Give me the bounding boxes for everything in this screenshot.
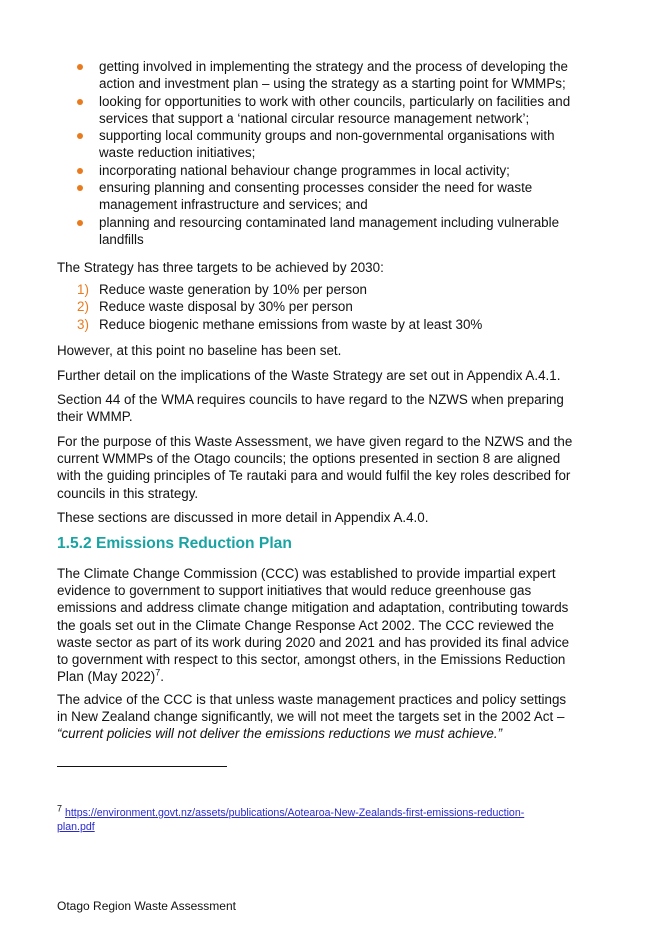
list-item: 1) Reduce waste generation by 10% per person (77, 282, 367, 297)
list-item: 3) Reduce biogenic methane emissions from waste by at least 30% (77, 316, 483, 332)
bullet-dot-icon (77, 64, 83, 70)
advice-paragraph: The advice of the CCC is that unless waste management practices and policy settings in New Zealand change significantly, we will not meet the targets set in the 2002 Act – “current policies will not deliver the emissions reductions we must achieve.” (57, 692, 567, 742)
list-item: incorporating national behaviour change programmes in local activity; (75, 162, 585, 179)
bullet-dot-icon (77, 185, 83, 191)
further-detail-paragraph: Further detail on the implications of the Waste Strategy are set out in Appendix A.4.1. (57, 368, 561, 383)
section44-paragraph: Section 44 of the WMA requires councils to have regard to the NZWS when preparing their WMMP. (57, 392, 564, 425)
bullet-dot-icon (77, 133, 83, 139)
bullet-dot-icon (77, 168, 83, 174)
ccc-paragraph: The Climate Change Commission (CCC) was established to provide impartial expert evidence to government to support initiatives that would reduce greenhouse gas emissions and address climate change mitigation and adaptation, contributing towards the goals set out in the Climate Change Response Act 2002. The CCC reviewed the waste sector as part of its work during 2020 and 2021 and has provided its final advice to government with respect to this sector, amongst others, in the Emissions Reduction Plan (May 2022)$^7$. (57, 566, 570, 685)
footnote-reference[interactable]: 7 (155, 667, 161, 678)
bullet-dot-icon (77, 220, 83, 226)
footnote-link[interactable]: https://environment.govt.nz/assets/publications/Aotearoa-New-Zealands-first-emissions-reduction-plan.pdf (57, 807, 525, 833)
baseline-paragraph: However, at this point no baseline has been set. (57, 343, 342, 358)
page-footer: Otago Region Waste Assessment (57, 899, 236, 913)
footnote-divider (57, 766, 227, 767)
targets-list (75, 281, 575, 333)
sections-paragraph: These sections are discussed in more detail in Appendix A.4.0. (57, 510, 429, 525)
list-item: looking for opportunities to work with other councils, particularly on facilities and services that support a ‘national circular resource management network’; (75, 93, 585, 127)
list-item: supporting local community groups and non-governmental organisations with waste reduction initiatives; (75, 127, 585, 161)
footnote-number: 7 (57, 803, 63, 814)
purpose-paragraph: For the purpose of this Waste Assessment, we have given regard to the NZWS and the current WMMPs of the Otago councils; the options presented in section 8 are aligned with the guiding principles of Te rautaki para and would fulfil the key roles described for councils in this strategy. (57, 434, 573, 501)
footnote (57, 803, 557, 834)
list-item: planning and resourcing contaminated land management including vulnerable landfills (75, 214, 585, 248)
bullet-dot-icon (77, 99, 83, 105)
role-bullet-list (75, 58, 585, 248)
section-heading: 1.5.2 Emissions Reduction Plan (57, 535, 292, 552)
list-item: 2) Reduce waste disposal by 30% per person (77, 299, 353, 315)
targets-intro: The Strategy has three targets to be achieved by 2030: (57, 260, 384, 275)
list-item: getting involved in implementing the strategy and the process of developing the action and investment plan – using the strategy as a starting point for WMMPs; (75, 58, 585, 92)
list-item: ensuring planning and consenting processes consider the need for waste management infrastructure and services; and (75, 179, 585, 213)
advice-quote: “current policies will not deliver the emissions reductions we must achieve.” (57, 726, 503, 742)
